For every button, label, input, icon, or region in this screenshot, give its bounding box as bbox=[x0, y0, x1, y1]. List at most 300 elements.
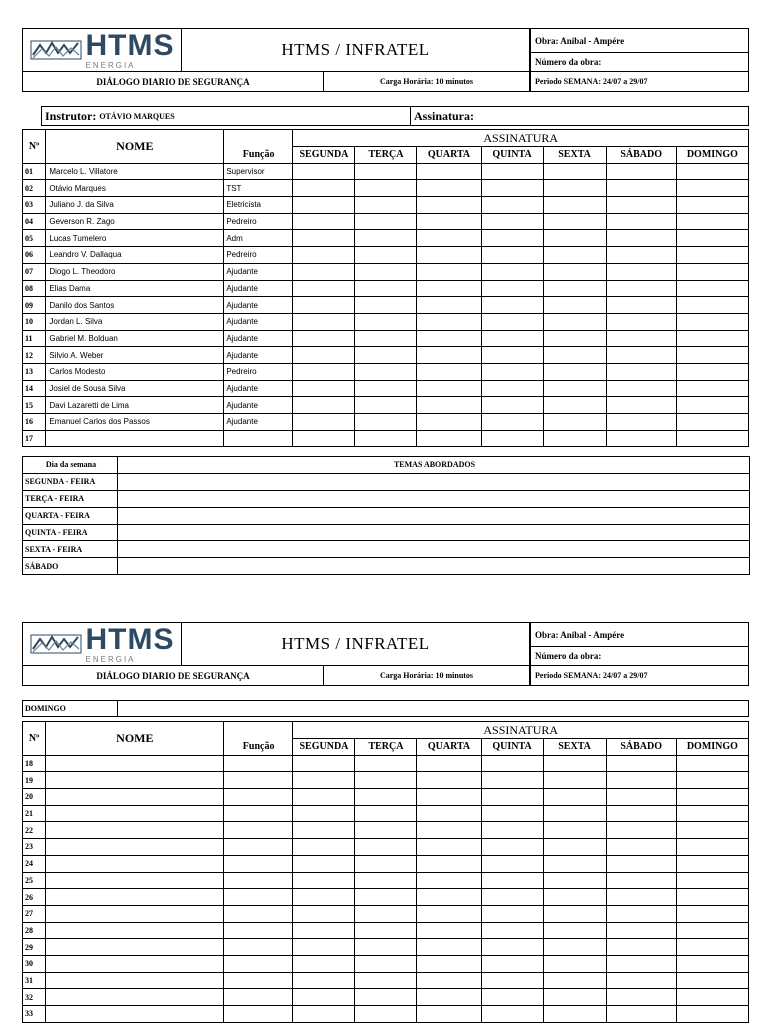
signature-cell[interactable] bbox=[417, 330, 481, 347]
signature-cell[interactable] bbox=[355, 380, 417, 397]
periodo-semana: Periodo SEMANA: 24/07 a 29/07 bbox=[530, 71, 749, 92]
signature-cell[interactable] bbox=[293, 839, 355, 856]
signature-cell[interactable] bbox=[355, 347, 417, 364]
signature-cell[interactable] bbox=[481, 855, 543, 872]
table-row bbox=[23, 280, 749, 297]
logo-subtitle: ENERGIA bbox=[85, 60, 136, 70]
signature-cell[interactable] bbox=[543, 230, 606, 247]
signature-cell[interactable] bbox=[676, 805, 748, 822]
signature-cell[interactable] bbox=[417, 922, 481, 939]
signature-cell[interactable] bbox=[481, 230, 543, 247]
signature-cell[interactable] bbox=[543, 363, 606, 380]
signature-cell[interactable] bbox=[417, 755, 481, 772]
signature-cell[interactable] bbox=[606, 397, 676, 414]
signature-cell[interactable] bbox=[417, 889, 481, 906]
signature-cell[interactable] bbox=[606, 855, 676, 872]
signature-cell[interactable] bbox=[355, 955, 417, 972]
signature-cell[interactable] bbox=[606, 380, 676, 397]
signature-cell[interactable] bbox=[417, 363, 481, 380]
signature-cell[interactable] bbox=[355, 363, 417, 380]
signature-cell[interactable] bbox=[417, 163, 481, 180]
signature-cell[interactable] bbox=[543, 330, 606, 347]
signature-cell[interactable] bbox=[543, 772, 606, 789]
row-funcao[interactable] bbox=[224, 922, 293, 939]
signature-cell[interactable] bbox=[293, 822, 355, 839]
signature-cell[interactable] bbox=[481, 380, 543, 397]
signature-cell[interactable] bbox=[543, 972, 606, 989]
signature-cell[interactable] bbox=[417, 414, 481, 431]
row-nome: Geverson R. Zago bbox=[46, 213, 224, 230]
signature-cell[interactable] bbox=[606, 430, 676, 447]
signature-cell[interactable] bbox=[606, 922, 676, 939]
signature-cell[interactable] bbox=[481, 772, 543, 789]
signature-cell[interactable] bbox=[481, 789, 543, 806]
signature-cell[interactable] bbox=[417, 380, 481, 397]
signature-cell[interactable] bbox=[355, 1006, 417, 1023]
signature-cell[interactable] bbox=[676, 180, 748, 197]
signature-cell[interactable] bbox=[355, 414, 417, 431]
row-funcao[interactable] bbox=[224, 872, 293, 889]
signature-cell[interactable] bbox=[481, 163, 543, 180]
signature-cell[interactable] bbox=[606, 772, 676, 789]
signature-cell[interactable] bbox=[293, 939, 355, 956]
col-day-header: SÁBADO bbox=[606, 739, 676, 756]
signature-cell[interactable] bbox=[676, 889, 748, 906]
signature-cell[interactable] bbox=[417, 397, 481, 414]
row-nome[interactable] bbox=[46, 755, 224, 772]
table-row bbox=[23, 839, 749, 856]
signature-cell[interactable] bbox=[293, 430, 355, 447]
signature-cell[interactable] bbox=[606, 263, 676, 280]
signature-cell[interactable] bbox=[606, 1006, 676, 1023]
signature-cell[interactable] bbox=[481, 347, 543, 364]
row-nome: Marcelo L. Villatore bbox=[46, 163, 224, 180]
signature-cell[interactable] bbox=[676, 247, 748, 264]
signature-cell[interactable] bbox=[417, 347, 481, 364]
signature-cell[interactable] bbox=[355, 297, 417, 314]
signature-cell[interactable] bbox=[606, 789, 676, 806]
signature-cell[interactable] bbox=[417, 1006, 481, 1023]
signature-cell[interactable] bbox=[543, 380, 606, 397]
signature-cell[interactable] bbox=[676, 397, 748, 414]
signature-cell[interactable] bbox=[355, 889, 417, 906]
row-funcao[interactable] bbox=[224, 772, 293, 789]
signature-cell[interactable] bbox=[481, 313, 543, 330]
row-nome[interactable] bbox=[46, 939, 224, 956]
signature-cell[interactable] bbox=[417, 805, 481, 822]
signature-cell[interactable] bbox=[676, 363, 748, 380]
signature-cell[interactable] bbox=[481, 197, 543, 214]
signature-cell[interactable] bbox=[676, 789, 748, 806]
col-num-header: Nº bbox=[23, 722, 46, 756]
signature-cell[interactable] bbox=[676, 1006, 748, 1023]
signature-cell[interactable] bbox=[606, 805, 676, 822]
signature-cell[interactable] bbox=[676, 972, 748, 989]
row-funcao[interactable] bbox=[224, 955, 293, 972]
signature-cell[interactable] bbox=[543, 855, 606, 872]
signature-cell[interactable] bbox=[543, 213, 606, 230]
signature-cell[interactable] bbox=[481, 839, 543, 856]
signature-cell[interactable] bbox=[676, 430, 748, 447]
signature-cell[interactable] bbox=[293, 397, 355, 414]
signature-cell[interactable] bbox=[293, 263, 355, 280]
signature-cell[interactable] bbox=[543, 989, 606, 1006]
row-funcao[interactable] bbox=[224, 755, 293, 772]
signature-cell[interactable] bbox=[417, 822, 481, 839]
signature-cell[interactable] bbox=[417, 972, 481, 989]
signature-cell[interactable] bbox=[676, 347, 748, 364]
signature-cell[interactable] bbox=[481, 213, 543, 230]
signature-cell[interactable] bbox=[676, 855, 748, 872]
signature-cell[interactable] bbox=[481, 280, 543, 297]
row-number: 30 bbox=[23, 955, 46, 972]
document-title: HTMS / INFRATEL bbox=[181, 28, 530, 72]
signature-cell[interactable] bbox=[543, 430, 606, 447]
signature-cell[interactable] bbox=[543, 805, 606, 822]
signature-cell[interactable] bbox=[676, 330, 748, 347]
signature-cell[interactable] bbox=[355, 180, 417, 197]
signature-cell[interactable] bbox=[355, 805, 417, 822]
signature-cell[interactable] bbox=[481, 822, 543, 839]
signature-cell[interactable] bbox=[417, 263, 481, 280]
row-nome[interactable] bbox=[46, 822, 224, 839]
signature-cell[interactable] bbox=[293, 905, 355, 922]
signature-cell[interactable] bbox=[417, 213, 481, 230]
row-funcao[interactable] bbox=[224, 905, 293, 922]
signature-cell[interactable] bbox=[293, 280, 355, 297]
signature-cell[interactable] bbox=[355, 313, 417, 330]
table-row bbox=[23, 397, 749, 414]
signature-cell[interactable] bbox=[293, 230, 355, 247]
signature-cell[interactable] bbox=[543, 889, 606, 906]
signature-cell[interactable] bbox=[293, 313, 355, 330]
temas-input-cell[interactable] bbox=[118, 507, 750, 524]
signature-cell[interactable] bbox=[676, 922, 748, 939]
signature-cell[interactable] bbox=[293, 197, 355, 214]
signature-cell[interactable] bbox=[606, 347, 676, 364]
signature-cell[interactable] bbox=[481, 397, 543, 414]
signature-cell[interactable] bbox=[676, 197, 748, 214]
signature-cell[interactable] bbox=[417, 955, 481, 972]
signature-cell[interactable] bbox=[606, 889, 676, 906]
signature-cell[interactable] bbox=[606, 197, 676, 214]
signature-cell[interactable] bbox=[481, 939, 543, 956]
row-nome[interactable] bbox=[46, 989, 224, 1006]
assinatura-instrutor-field[interactable] bbox=[410, 106, 749, 126]
signature-cell[interactable] bbox=[355, 247, 417, 264]
row-nome[interactable] bbox=[46, 955, 224, 972]
signature-cell[interactable] bbox=[481, 430, 543, 447]
signature-cell[interactable] bbox=[481, 297, 543, 314]
signature-cell[interactable] bbox=[543, 955, 606, 972]
signature-cell[interactable] bbox=[606, 972, 676, 989]
signature-cell[interactable] bbox=[355, 839, 417, 856]
periodo-semana: Periodo SEMANA: 24/07 a 29/07 bbox=[530, 665, 749, 686]
signature-cell[interactable] bbox=[543, 872, 606, 889]
row-nome[interactable] bbox=[46, 772, 224, 789]
signature-cell[interactable] bbox=[543, 939, 606, 956]
signature-cell[interactable] bbox=[355, 855, 417, 872]
row-funcao: Eletricista bbox=[224, 197, 293, 214]
signature-cell[interactable] bbox=[293, 789, 355, 806]
signature-cell[interactable] bbox=[676, 163, 748, 180]
signature-cell[interactable] bbox=[417, 839, 481, 856]
row-funcao[interactable] bbox=[224, 989, 293, 1006]
signature-cell[interactable] bbox=[417, 197, 481, 214]
row-funcao[interactable] bbox=[224, 1006, 293, 1023]
col-day-header: SEGUNDA bbox=[293, 739, 355, 756]
signature-cell[interactable] bbox=[543, 247, 606, 264]
signature-cell[interactable] bbox=[606, 330, 676, 347]
signature-cell[interactable] bbox=[481, 955, 543, 972]
signature-cell[interactable] bbox=[543, 313, 606, 330]
signature-cell[interactable] bbox=[293, 855, 355, 872]
table-row bbox=[23, 772, 749, 789]
signature-cell[interactable] bbox=[355, 755, 417, 772]
signature-cell[interactable] bbox=[481, 989, 543, 1006]
col-day-header: SÁBADO bbox=[606, 147, 676, 164]
signature-cell[interactable] bbox=[417, 905, 481, 922]
signature-cell[interactable] bbox=[543, 755, 606, 772]
signature-cell[interactable] bbox=[355, 197, 417, 214]
signature-cell[interactable] bbox=[355, 263, 417, 280]
signature-cell[interactable] bbox=[481, 330, 543, 347]
signature-cell[interactable] bbox=[676, 380, 748, 397]
signature-cell[interactable] bbox=[543, 197, 606, 214]
temas-input-cell[interactable] bbox=[118, 524, 750, 541]
signature-cell[interactable] bbox=[417, 297, 481, 314]
signature-cell[interactable] bbox=[676, 955, 748, 972]
row-funcao: Ajudante bbox=[224, 297, 293, 314]
row-nome[interactable] bbox=[46, 789, 224, 806]
signature-cell[interactable] bbox=[293, 213, 355, 230]
signature-cell[interactable] bbox=[606, 822, 676, 839]
temas-day-label: SEXTA - FEIRA bbox=[23, 541, 118, 558]
signature-cell[interactable] bbox=[355, 230, 417, 247]
table-row bbox=[23, 889, 749, 906]
signature-cell[interactable] bbox=[417, 989, 481, 1006]
signature-cell[interactable] bbox=[293, 972, 355, 989]
signature-cell[interactable] bbox=[481, 905, 543, 922]
signature-cell[interactable] bbox=[606, 755, 676, 772]
signature-cell[interactable] bbox=[676, 839, 748, 856]
signature-cell[interactable] bbox=[676, 755, 748, 772]
signature-cell[interactable] bbox=[293, 955, 355, 972]
signature-cell[interactable] bbox=[606, 363, 676, 380]
signature-cell[interactable] bbox=[676, 230, 748, 247]
signature-cell[interactable] bbox=[543, 297, 606, 314]
temas-input-cell[interactable] bbox=[118, 473, 750, 490]
signature-cell[interactable] bbox=[606, 839, 676, 856]
signature-cell[interactable] bbox=[606, 247, 676, 264]
signature-cell[interactable] bbox=[481, 755, 543, 772]
signature-cell[interactable] bbox=[293, 872, 355, 889]
signature-cell[interactable] bbox=[293, 380, 355, 397]
signature-cell[interactable] bbox=[543, 280, 606, 297]
signature-cell[interactable] bbox=[676, 213, 748, 230]
signature-cell[interactable] bbox=[543, 414, 606, 431]
signature-cell[interactable] bbox=[606, 163, 676, 180]
row-funcao[interactable] bbox=[224, 972, 293, 989]
signature-cell[interactable] bbox=[355, 330, 417, 347]
row-nome[interactable] bbox=[46, 1006, 224, 1023]
signature-cell[interactable] bbox=[293, 247, 355, 264]
signature-cell[interactable] bbox=[676, 872, 748, 889]
signature-cell[interactable] bbox=[355, 397, 417, 414]
signature-cell[interactable] bbox=[606, 939, 676, 956]
signature-cell[interactable] bbox=[417, 313, 481, 330]
row-funcao[interactable] bbox=[224, 889, 293, 906]
table-row bbox=[23, 380, 749, 397]
signature-cell[interactable] bbox=[606, 180, 676, 197]
signature-cell[interactable] bbox=[676, 280, 748, 297]
signature-cell[interactable] bbox=[543, 397, 606, 414]
signature-cell[interactable] bbox=[293, 1006, 355, 1023]
signature-cell[interactable] bbox=[293, 297, 355, 314]
row-number: 12 bbox=[23, 347, 46, 364]
signature-cell[interactable] bbox=[293, 180, 355, 197]
carga-horaria: Carga Horária: 10 minutos bbox=[323, 71, 530, 92]
signature-cell[interactable] bbox=[606, 989, 676, 1006]
signature-cell[interactable] bbox=[676, 414, 748, 431]
row-funcao[interactable] bbox=[224, 839, 293, 856]
signature-cell[interactable] bbox=[543, 163, 606, 180]
signature-cell[interactable] bbox=[417, 939, 481, 956]
row-funcao[interactable] bbox=[224, 822, 293, 839]
row-funcao[interactable] bbox=[224, 939, 293, 956]
signature-cell[interactable] bbox=[293, 805, 355, 822]
signature-cell[interactable] bbox=[355, 972, 417, 989]
signature-cell[interactable] bbox=[355, 922, 417, 939]
signature-cell[interactable] bbox=[293, 347, 355, 364]
signature-cell[interactable] bbox=[481, 247, 543, 264]
signature-cell[interactable] bbox=[355, 430, 417, 447]
row-nome[interactable] bbox=[46, 855, 224, 872]
signature-cell[interactable] bbox=[417, 772, 481, 789]
signature-cell[interactable] bbox=[481, 889, 543, 906]
signature-cell[interactable] bbox=[355, 280, 417, 297]
row-nome[interactable] bbox=[46, 872, 224, 889]
row-nome[interactable] bbox=[46, 922, 224, 939]
temas-day-label: TERÇA - FEIRA bbox=[23, 490, 118, 507]
signature-cell[interactable] bbox=[355, 822, 417, 839]
signature-cell[interactable] bbox=[293, 330, 355, 347]
signature-cell[interactable] bbox=[543, 347, 606, 364]
signature-cell[interactable] bbox=[676, 263, 748, 280]
signature-cell[interactable] bbox=[293, 922, 355, 939]
row-funcao[interactable] bbox=[224, 805, 293, 822]
row-funcao bbox=[224, 430, 293, 447]
signature-cell[interactable] bbox=[417, 180, 481, 197]
signature-cell[interactable] bbox=[481, 414, 543, 431]
signature-cell[interactable] bbox=[417, 280, 481, 297]
signature-cell[interactable] bbox=[293, 414, 355, 431]
signature-cell[interactable] bbox=[481, 180, 543, 197]
row-nome[interactable] bbox=[46, 839, 224, 856]
table-row bbox=[23, 822, 749, 839]
signature-cell[interactable] bbox=[481, 922, 543, 939]
signature-cell[interactable] bbox=[543, 922, 606, 939]
signature-cell[interactable] bbox=[417, 230, 481, 247]
col-day-header: TERÇA bbox=[355, 739, 417, 756]
signature-cell[interactable] bbox=[481, 1006, 543, 1023]
row-nome[interactable] bbox=[46, 805, 224, 822]
row-number: 27 bbox=[23, 905, 46, 922]
signature-cell[interactable] bbox=[293, 889, 355, 906]
signature-cell[interactable] bbox=[606, 872, 676, 889]
signature-cell[interactable] bbox=[355, 989, 417, 1006]
temas-input-cell[interactable] bbox=[118, 541, 750, 558]
signature-cell[interactable] bbox=[355, 789, 417, 806]
signature-cell[interactable] bbox=[293, 163, 355, 180]
signature-cell[interactable] bbox=[355, 213, 417, 230]
signature-cell[interactable] bbox=[606, 213, 676, 230]
signature-cell[interactable] bbox=[355, 772, 417, 789]
temas-input-cell[interactable] bbox=[118, 490, 750, 507]
signature-cell[interactable] bbox=[417, 430, 481, 447]
signature-cell[interactable] bbox=[543, 905, 606, 922]
signature-cell[interactable] bbox=[481, 263, 543, 280]
signature-cell[interactable] bbox=[676, 939, 748, 956]
signature-cell[interactable] bbox=[355, 939, 417, 956]
signature-cell[interactable] bbox=[481, 872, 543, 889]
signature-cell[interactable] bbox=[676, 822, 748, 839]
signature-cell[interactable] bbox=[417, 247, 481, 264]
temas-input-cell[interactable] bbox=[118, 558, 750, 575]
signature-cell[interactable] bbox=[543, 839, 606, 856]
signature-cell[interactable] bbox=[543, 1006, 606, 1023]
signature-cell[interactable] bbox=[417, 872, 481, 889]
signature-cell[interactable] bbox=[543, 822, 606, 839]
signature-cell[interactable] bbox=[543, 180, 606, 197]
signature-cell[interactable] bbox=[355, 872, 417, 889]
signature-cell[interactable] bbox=[606, 955, 676, 972]
signature-cell[interactable] bbox=[606, 297, 676, 314]
signature-cell[interactable] bbox=[676, 297, 748, 314]
signature-cell[interactable] bbox=[676, 772, 748, 789]
signature-cell[interactable] bbox=[293, 363, 355, 380]
signature-cell[interactable] bbox=[606, 414, 676, 431]
signature-cell[interactable] bbox=[606, 280, 676, 297]
signature-cell[interactable] bbox=[417, 855, 481, 872]
signature-cell[interactable] bbox=[355, 905, 417, 922]
row-nome[interactable] bbox=[46, 889, 224, 906]
row-funcao[interactable] bbox=[224, 855, 293, 872]
row-funcao[interactable] bbox=[224, 789, 293, 806]
signature-cell[interactable] bbox=[606, 905, 676, 922]
row-number: 25 bbox=[23, 872, 46, 889]
domingo-text: DOMINGO bbox=[25, 704, 66, 713]
signature-cell[interactable] bbox=[417, 789, 481, 806]
signature-cell[interactable] bbox=[293, 772, 355, 789]
signature-cell[interactable] bbox=[676, 989, 748, 1006]
signature-cell[interactable] bbox=[481, 805, 543, 822]
row-nome[interactable] bbox=[46, 972, 224, 989]
signature-cell[interactable] bbox=[676, 313, 748, 330]
signature-cell[interactable] bbox=[355, 163, 417, 180]
signature-cell[interactable] bbox=[293, 989, 355, 1006]
signature-cell[interactable] bbox=[543, 789, 606, 806]
signature-cell[interactable] bbox=[606, 313, 676, 330]
signature-cell[interactable] bbox=[676, 905, 748, 922]
signature-cell[interactable] bbox=[543, 263, 606, 280]
signature-cell[interactable] bbox=[481, 972, 543, 989]
signature-cell[interactable] bbox=[606, 230, 676, 247]
signature-cell[interactable] bbox=[481, 363, 543, 380]
row-nome[interactable] bbox=[46, 905, 224, 922]
signature-cell[interactable] bbox=[293, 755, 355, 772]
domingo-temas-field[interactable] bbox=[117, 700, 749, 717]
